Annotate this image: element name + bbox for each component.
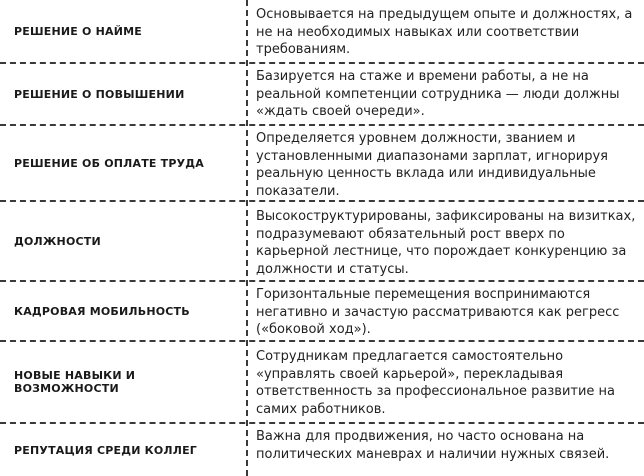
row-label: РЕПУТАЦИЯ СРЕДИ КОЛЛЕГ [14,443,198,457]
table-row [0,0,644,62]
row-description: Определяется уровнем должности, званием и установленными диапазонами зарплат, игнорируя реальную ценность вклада или индивидуальные показатели. [256,131,608,199]
row-description: Горизонтальные перемещения воспринимаются негативно и зачастую рассматриваются как регресс («боковой ход»). [256,287,620,337]
table-row [0,342,644,422]
row-label: РЕШЕНИЕ О НАЙМЕ [14,24,143,38]
table-row [0,424,644,476]
row-label: РЕШЕНИЕ ОБ ОПЛАТЕ ТРУДА [14,156,205,170]
row-label: КАДРОВАЯ МОБИЛЬНОСТЬ [14,304,190,318]
row-description: Базируется на стаже и времени работы, а не на реальной компетенции сотрудника — люди должны «ждать своей очереди». [256,69,620,119]
table-row [0,202,644,280]
row-description: Важна для продвижения, но часто основана на политических маневрах и наличии нужных связей. [256,429,610,462]
row-description: Основывается на предыдущем опыте и должностях, а не на необходимых навыках или соответствии требованиям. [256,7,633,57]
table-row [0,64,644,124]
table-row [0,282,644,340]
row-description: Сотрудникам предлагается самостоятельно «управлять своей карьерой», перекладывая ответственность за профессиональное развитие на самих работников. [256,349,616,417]
table-row [0,126,644,200]
row-label: НОВЫЕ НАВЫКИ И ВОЗМОЖНОСТИ [14,369,136,395]
row-description: Высокоструктурированы, зафиксированы на визитках, подразумевают обязательный рост вверх по карьерной лестнице, что порождает конкуренцию за должности и статусы. [256,209,636,277]
row-label: РЕШЕНИЕ О ПОВЫШЕНИИ [14,87,185,101]
row-label: ДОЛЖНОСТИ [14,234,101,248]
